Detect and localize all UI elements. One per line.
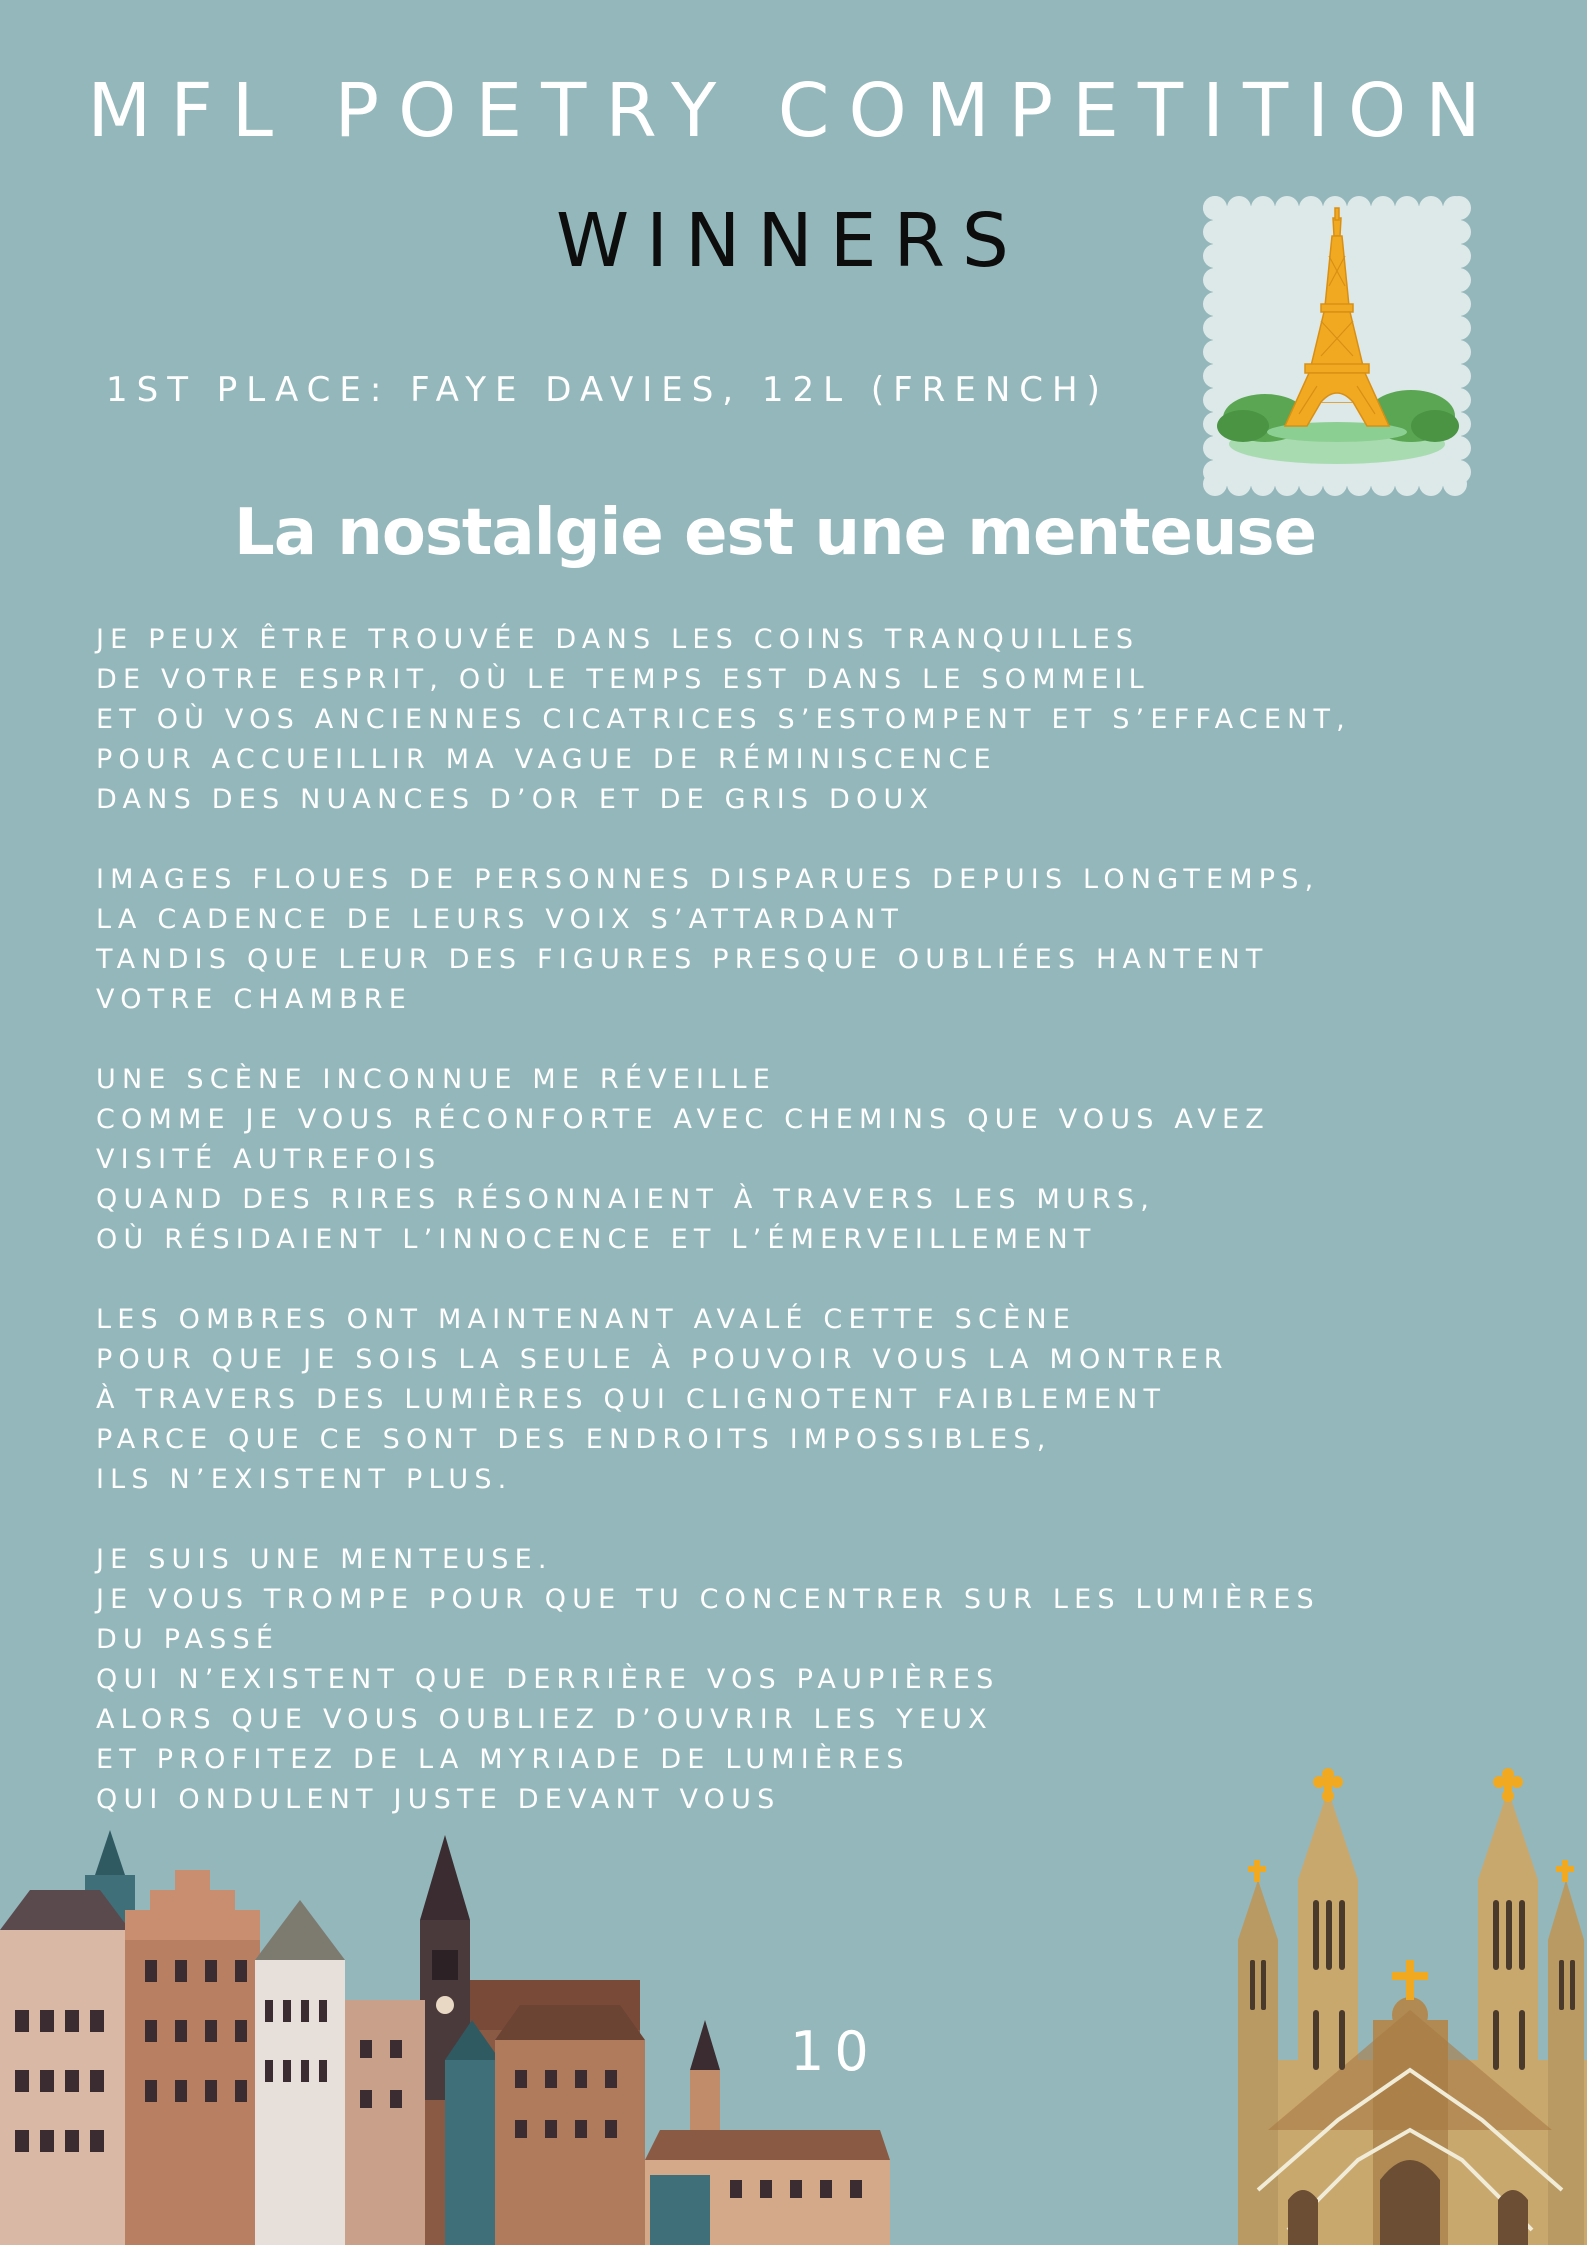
poem-line: VOTRE CHAMBRE [96,984,413,1015]
poem-line: IMAGES FLOUES DE PERSONNES DISPARUES DEPUIS LONGTEMPS, [96,864,1320,895]
poem-line: ILS N’EXISTENT PLUS. [96,1464,513,1495]
poem-line: DU PASSÉ [96,1624,280,1655]
poem-title: La nostalgie est une menteuse [234,496,1316,570]
poem-body [96,620,1351,1860]
poem-stanza [96,1300,1351,1500]
poem-stanza [96,620,1351,820]
poem-line: QUI N’EXISTENT QUE DERRIÈRE VOS PAUPIÈRES [96,1664,1000,1695]
poem-line: UNE SCÈNE INCONNUE ME RÉVEILLE [96,1064,776,1095]
poem-line: DANS DES NUANCES D’OR ET DE GRIS DOUX [96,784,935,815]
poem-line: ALORS QUE VOUS OUBLIEZ D’OUVRIR LES YEUX [96,1704,993,1735]
poem-line: ET OÙ VOS ANCIENNES CICATRICES S’ESTOMPENT ET S’EFFACENT, [96,704,1351,735]
poem-line: TANDIS QUE LEUR DES FIGURES PRESQUE OUBLIÉES HANTENT [96,944,1269,975]
european-old-town-skyline-icon [0,1830,890,2245]
poem-line: PARCE QUE CE SONT DES ENDROITS IMPOSSIBLES, [96,1424,1052,1455]
poem-line: QUI ONDULENT JUSTE DEVANT VOUS [96,1784,781,1815]
poem-line: COMME JE VOUS RÉCONFORTE AVEC CHEMINS QUE VOUS AVEZ [96,1104,1270,1135]
poem-line: QUAND DES RIRES RÉSONNAIENT À TRAVERS LES MURS, [96,1184,1155,1215]
poem-line: VISITÉ AUTREFOIS [96,1144,442,1175]
poem-stanza [96,860,1351,1020]
poem-line: POUR ACCUEILLIR MA VAGUE DE RÉMINISCENCE [96,744,997,775]
winner-place-line: 1ST PLACE: FAYE DAVIES, 12L (FRENCH) [106,370,1109,410]
page-title: MFL POETRY COMPETITION [87,68,1500,154]
poem-stanza [96,1060,1351,1260]
sagrada-familia-icon [1228,1760,1587,2245]
poem-line: OÙ RÉSIDAIENT L’INNOCENCE ET L’ÉMERVEILLEMENT [96,1224,1097,1255]
page-number: 10 [790,2020,879,2083]
poem-line: JE VOUS TROMPE POUR QUE TU CONCENTRER SUR LES LUMIÈRES [96,1584,1320,1615]
poem-stanza [96,1540,1351,1820]
poem-line: LES OMBRES ONT MAINTENANT AVALÉ CETTE SCÈNE [96,1304,1076,1335]
poem-line: LA CADENCE DE LEURS VOIX S’ATTARDANT [96,904,905,935]
page-subtitle: WINNERS [556,198,1026,284]
poem-line: DE VOTRE ESPRIT, OÙ LE TEMPS EST DANS LE SOMMEIL [96,664,1150,695]
poem-line: POUR QUE JE SOIS LA SEULE À POUVOIR VOUS LA MONTRER [96,1344,1229,1375]
poem-line: ET PROFITEZ DE LA MYRIADE DE LUMIÈRES [96,1744,910,1775]
eiffel-tower-stamp-icon [1203,196,1471,496]
poem-line: JE PEUX ÊTRE TROUVÉE DANS LES COINS TRANQUILLES [96,624,1140,655]
poem-line: À TRAVERS DES LUMIÈRES QUI CLIGNOTENT FAIBLEMENT [96,1384,1167,1415]
poem-line: JE SUIS UNE MENTEUSE. [96,1544,553,1575]
